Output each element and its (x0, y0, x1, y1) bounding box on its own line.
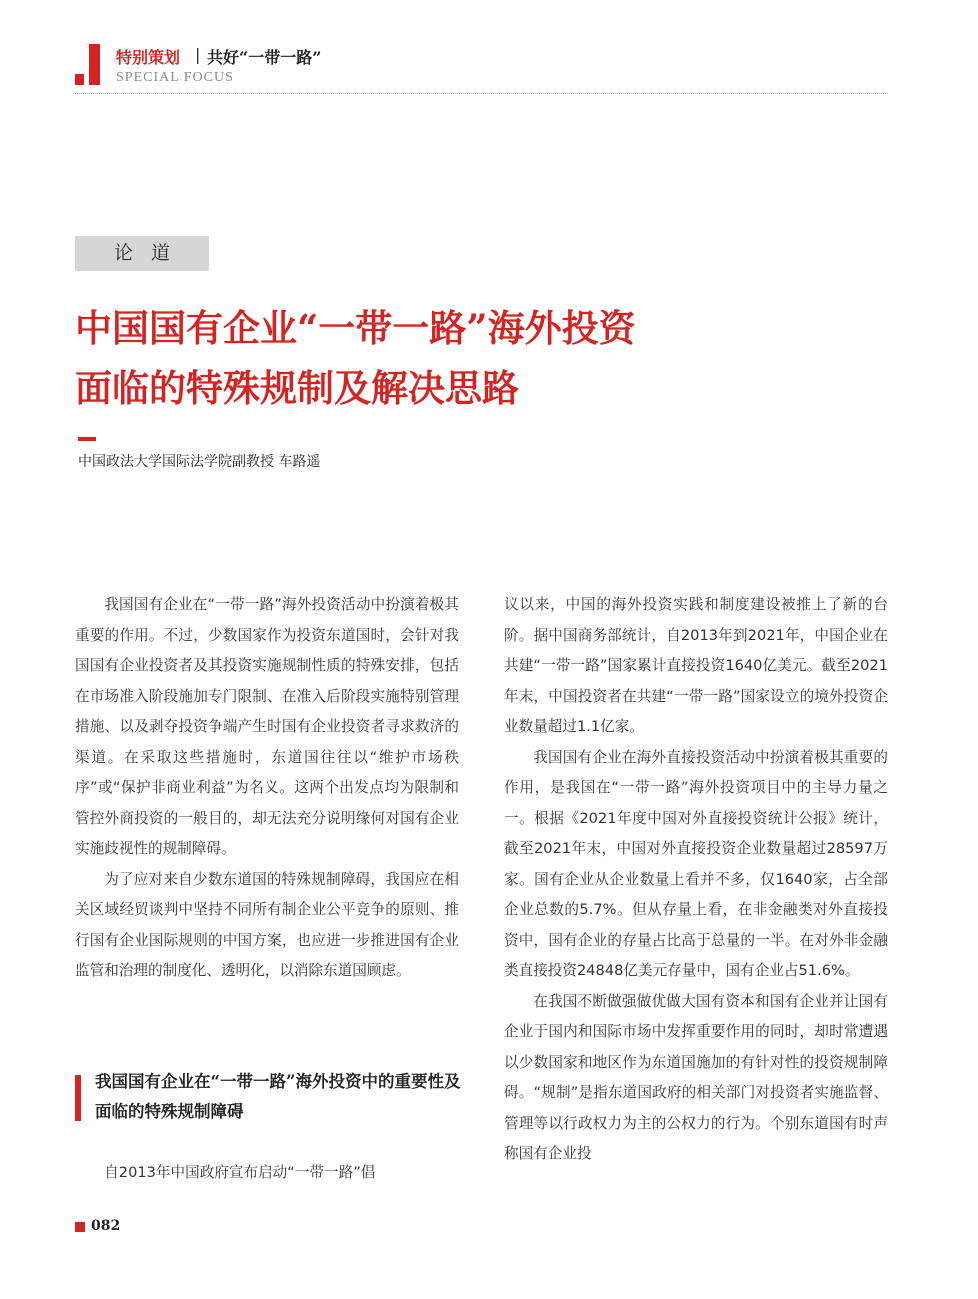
body-paragraph: 我国国有企业在“一带一路”海外投资活动中扮演着极其重要的作用。不过，少数国家作为投资东道国时，会针对我国国有企业投资者及其投资实施规制性质的特殊安排，包括在市场准入阶段施加专门限制、在准入后阶段实施特别管理措施、以及剥夺投资争端产生时国有企业投资者寻求救济的渠道。在采取这些措施时，东道国往往以“维护市场秩序”或“保护非商业利益”为名义。这两个出发点均为限制和管控外商投资的一般目的，却无法充分说明缘何对国有企业实施歧视性的规制障碍。 (75, 596, 459, 857)
category-tag (75, 236, 209, 271)
section-label-en: SPECIAL FOCUS (116, 70, 234, 85)
body-paragraph: 为了应对来自少数东道国的特殊规制障碍，我国应在相关区域经贸谈判中坚持不同所有制企业公平竞争的原则、推行国有企业国际规则的中国方案，也应进一步推进国有企业监管和治理的制度化、透明化，以消除东道国顾虑。 (75, 870, 459, 979)
title-accent-bar (78, 437, 96, 441)
header-accent-square (75, 74, 84, 85)
body-paragraph-continued: 议以来，中国的海外投资实践和制度建设被推上了新的台阶。据中国商务部统计，自2013年到2021年，中国企业在共建“一带一路”国家累计直接投资1640亿美元。截至2021年末，中国投资者在共建“一带一路”国家设立的境外投资企业数量超过1.1亿家。 (504, 596, 888, 735)
body-paragraph: 我国国有企业在海外直接投资活动中扮演着极其重要的作用，是我国在“一带一路”海外投资项目中的主导力量之一。根据《2021年度中国对外直接投资统计公报》统计，截至2021年末，中国对外直接投资企业数量超过28597万家。国有企业从企业数量上看并不多，仅1640家，占全部企业总数的5.7%。但从存量上看，在非金融类对外直接投资中，国有企业的存量占比高于总量的一半。在对外非金融类直接投资24848亿美元存量中，国有企业占51.6%。 (504, 748, 888, 979)
author-byline: 中国政法大学国际法学院副教授 车路遥 (78, 454, 321, 470)
body-paragraph: 在我国不断做强做优做大国有资本和国有企业并让国有企业于国内和国际市场中发挥重要作用的同时，却时常遭遇以少数国家和地区作为东道国施加的有针对性的投资规制障碍。“规制”是指东道国政府的相关部门对投资者实施监督、管理等以行政权力为主的公权力的行为。个别东道国有时声称国有企业投 (504, 992, 888, 1162)
body-column-left-continued (75, 1158, 459, 1189)
header-divider (75, 93, 888, 94)
category-tag-label: 论道 (113, 242, 188, 264)
section-subheading: 我国国有企业在“一带一路”海外投资中的重要性及面临的特殊规制障碍 (95, 1072, 461, 1121)
article-title (75, 298, 895, 418)
body-column-right (504, 590, 888, 1170)
body-column-left (75, 590, 459, 987)
title-line-2: 面临的特殊规制及解决思路 (75, 366, 519, 410)
page-number: 082 (91, 1218, 121, 1234)
body-paragraph: 自2013年中国政府宣布启动“一带一路”倡 (104, 1164, 376, 1181)
header-accent-bar (89, 44, 100, 85)
page-number-marker (75, 1222, 85, 1232)
section-label: 特别策划 (116, 48, 181, 67)
header-separator: | (195, 45, 201, 64)
subheading-accent-bar (75, 1075, 81, 1121)
title-line-1: 中国国有企业“一带一路”海外投资 (75, 306, 636, 350)
section-topic: 共好“一带一路” (207, 48, 322, 67)
